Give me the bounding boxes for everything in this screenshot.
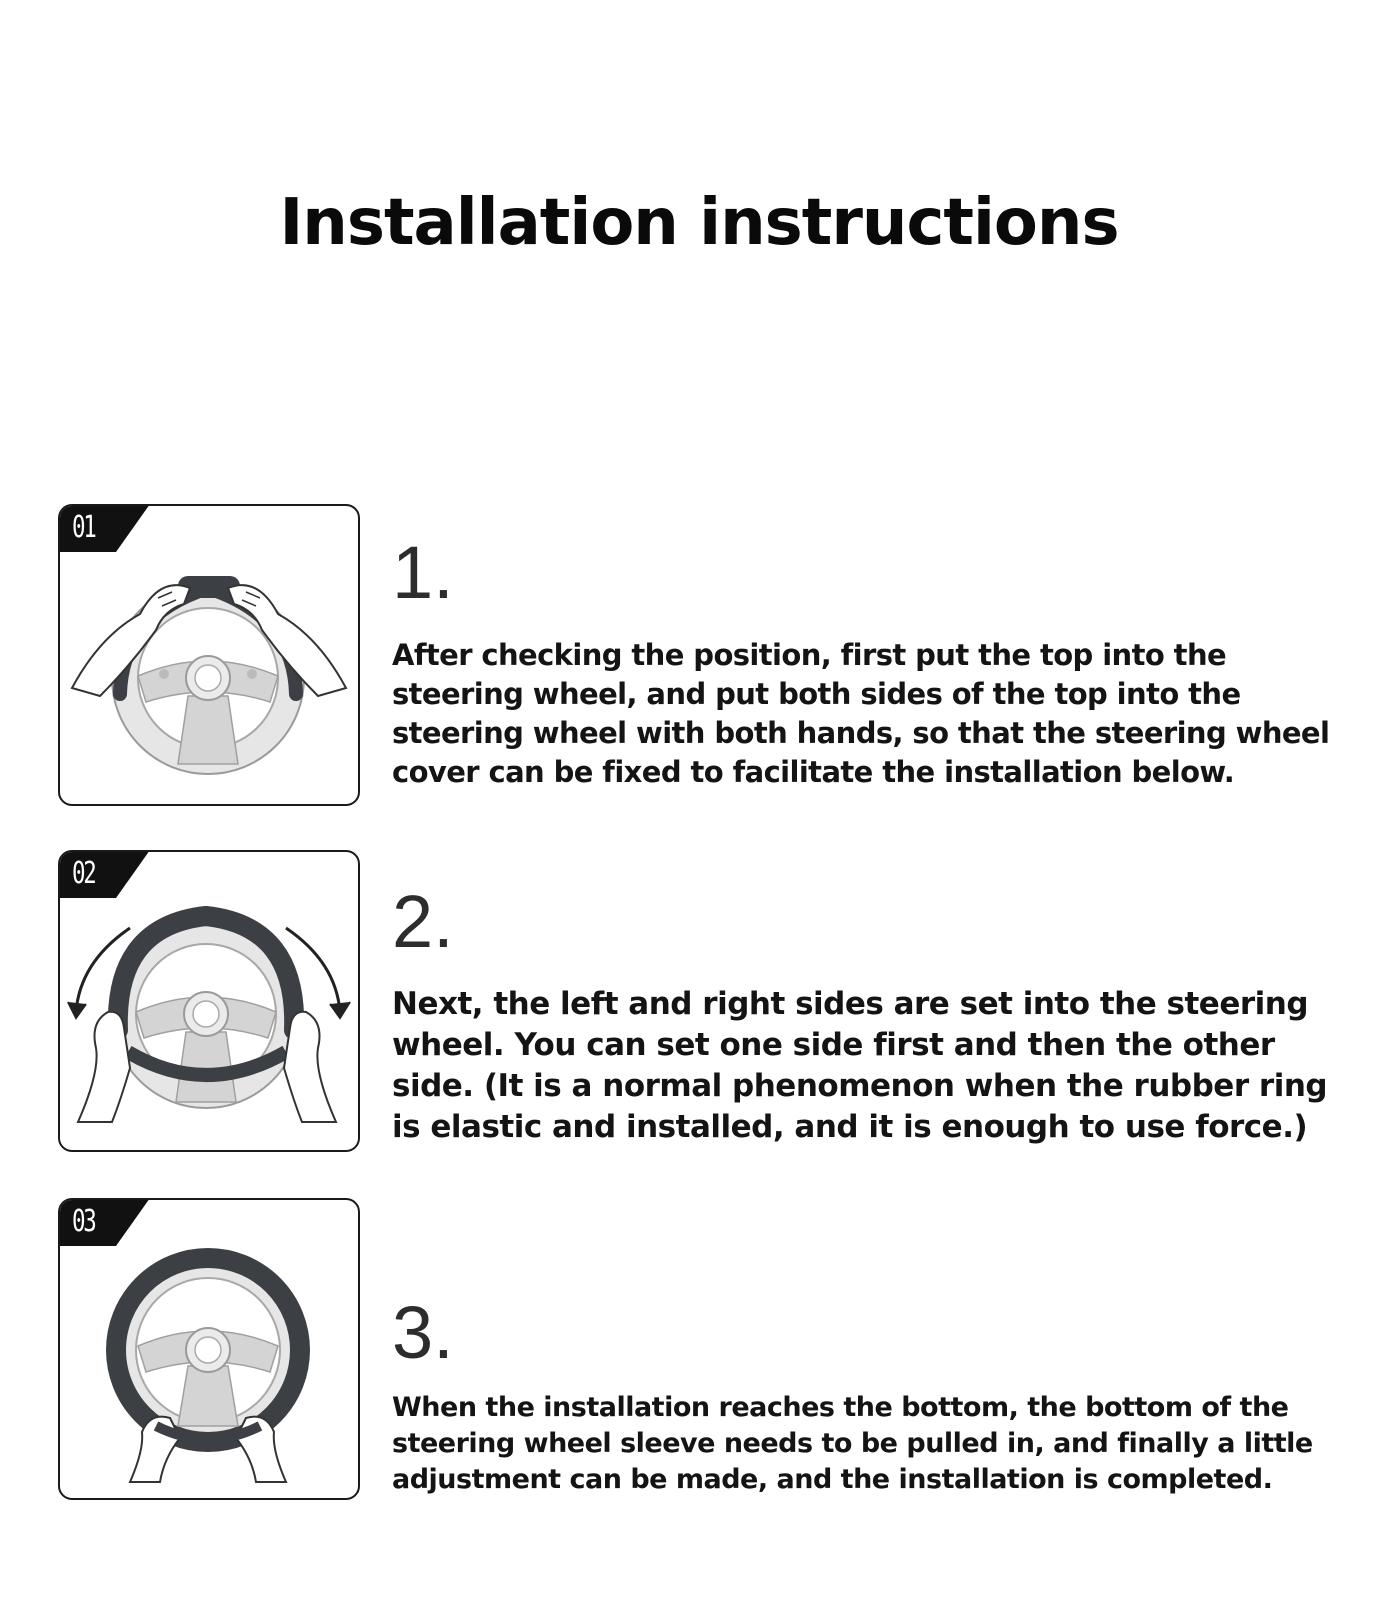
step-1-badge: 01	[58, 504, 150, 552]
step-1-description: After checking the position, first put the top into the steering wheel, and put both sides of the top into the steering wheel with both hands, so that the steering wheel cover can be fixed to facilitate the installation below.	[392, 638, 1330, 789]
step-3-illustration-card	[58, 1198, 360, 1500]
step-3-number: 3.	[392, 1291, 454, 1374]
step-2-badge: 02	[58, 850, 150, 898]
step-2-description: Next, the left and right sides are set into the steering wheel. You can set one side first and then the other side. (It is a normal phenomenon when the rubber ring is elastic and installed, and it is enough to use force.)	[392, 986, 1328, 1145]
step-2-number: 2.	[392, 880, 454, 963]
step-3-description: When the installation reaches the bottom, the bottom of the steering wheel sleeve needs to be pulled in, and finally a little adjustment can be made, and the installation is completed.	[392, 1392, 1313, 1495]
step-2-illustration-card	[58, 850, 360, 1152]
step-1-number: 1.	[392, 531, 454, 614]
step-1-illustration-card	[58, 504, 360, 806]
page-title: Installation instructions	[279, 186, 1119, 260]
step-3-badge: 03	[58, 1198, 150, 1246]
